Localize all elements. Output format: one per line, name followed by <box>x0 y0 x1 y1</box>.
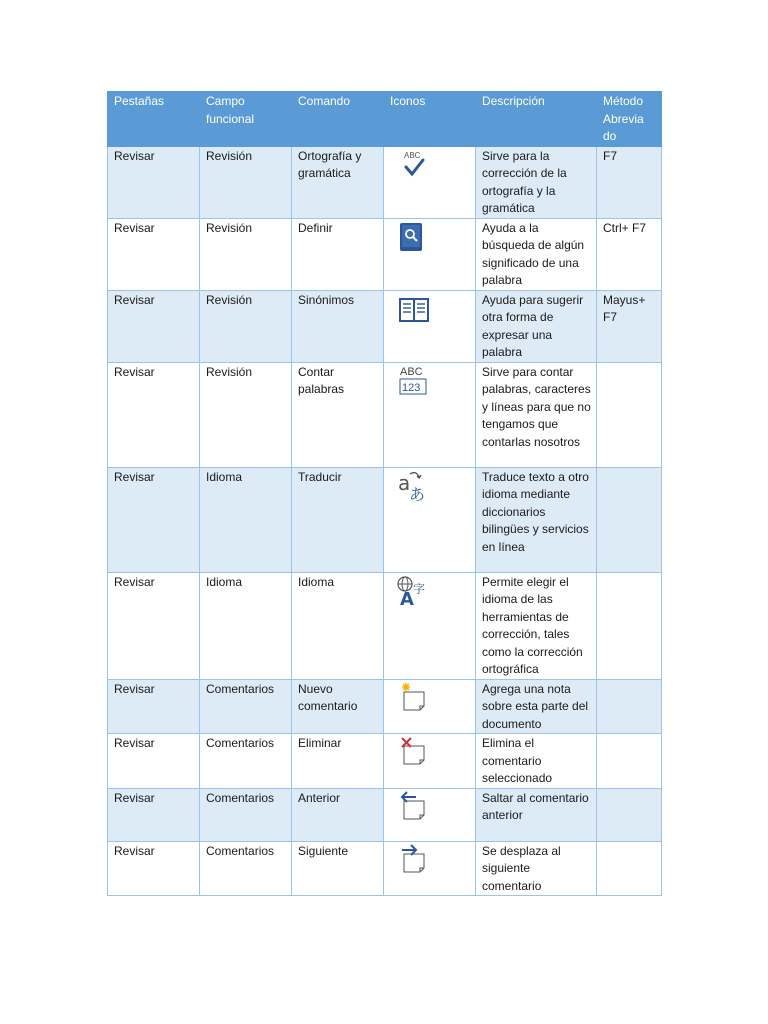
table-row <box>108 788 662 841</box>
cell-group: Comentarios <box>200 841 292 896</box>
header-descripcion: Descripción <box>476 92 597 147</box>
cell-icon <box>384 572 476 679</box>
language-globe-icon <box>390 573 442 609</box>
svg-text:A: A <box>400 588 414 609</box>
header-comando: Comando <box>292 92 384 147</box>
cell-command: Idioma <box>292 572 384 679</box>
cell-command: Anterior <box>292 788 384 841</box>
cell-group: Idioma <box>200 572 292 679</box>
cell-tab: Revisar <box>108 788 200 841</box>
svg-text:123: 123 <box>402 381 421 394</box>
table-row <box>108 572 662 679</box>
cell-group: Revisión <box>200 362 292 467</box>
table-header-row <box>108 92 662 147</box>
cell-group: Idioma <box>200 467 292 572</box>
cell-group: Revisión <box>200 146 292 218</box>
cell-command: Traducir <box>292 467 384 572</box>
cell-description: Permite elegir el idioma de las herramientas de corrección, tales como la corrección ortográfica <box>476 572 597 679</box>
next-comment-icon <box>390 842 442 878</box>
cell-icon <box>384 362 476 467</box>
cell-tab: Revisar <box>108 734 200 789</box>
cell-description: Ayuda a la búsqueda de algún significado de una palabra <box>476 218 597 290</box>
cell-tab: Revisar <box>108 146 200 218</box>
cell-shortcut <box>597 841 662 896</box>
svg-text:ABC: ABC <box>404 150 421 160</box>
cell-group: Revisión <box>200 218 292 290</box>
table-row <box>108 679 662 734</box>
cell-icon <box>384 841 476 896</box>
cell-tab: Revisar <box>108 218 200 290</box>
cell-tab: Revisar <box>108 362 200 467</box>
cell-icon <box>384 467 476 572</box>
svg-text:a: a <box>398 470 411 495</box>
cell-command: Contar palabras <box>292 362 384 467</box>
cell-shortcut <box>597 788 662 841</box>
cell-description: Agrega una nota sobre esta parte del documento <box>476 679 597 734</box>
cell-group: Revisión <box>200 290 292 362</box>
cell-group: Comentarios <box>200 734 292 789</box>
header-metodo-abreviado: Método Abrevia do <box>597 92 662 147</box>
table-row <box>108 218 662 290</box>
cell-command: Definir <box>292 218 384 290</box>
cell-shortcut <box>597 734 662 789</box>
cell-description: Elimina el comentario seleccionado <box>476 734 597 789</box>
cell-command: Sinónimos <box>292 290 384 362</box>
cell-icon <box>384 679 476 734</box>
cell-command: Nuevo comentario <box>292 679 384 734</box>
cell-group: Comentarios <box>200 679 292 734</box>
cell-description: Se desplaza al siguiente comentario <box>476 841 597 896</box>
table-row <box>108 841 662 896</box>
thesaurus-book-icon <box>390 291 442 327</box>
table-row <box>108 362 662 467</box>
cell-icon <box>384 218 476 290</box>
cell-description: Saltar al comentario anterior <box>476 788 597 841</box>
cell-shortcut: Ctrl+ F7 <box>597 218 662 290</box>
previous-comment-icon <box>390 789 442 825</box>
cell-command: Ortografía y gramática <box>292 146 384 218</box>
cell-shortcut <box>597 362 662 467</box>
svg-text:字: 字 <box>413 581 426 596</box>
word-count-icon <box>390 363 442 399</box>
cell-icon <box>384 290 476 362</box>
cell-tab: Revisar <box>108 572 200 679</box>
table-row <box>108 290 662 362</box>
define-book-search-icon <box>390 219 442 255</box>
header-iconos: Iconos <box>384 92 476 147</box>
spelling-check-icon <box>390 147 442 183</box>
delete-comment-icon <box>390 734 442 770</box>
cell-icon <box>384 146 476 218</box>
cell-tab: Revisar <box>108 467 200 572</box>
cell-command: Siguiente <box>292 841 384 896</box>
cell-command: Eliminar <box>292 734 384 789</box>
header-campo-funcional: Campo funcional <box>200 92 292 147</box>
review-commands-table <box>107 91 662 896</box>
cell-description: Ayuda para sugerir otra forma de expresar una palabra <box>476 290 597 362</box>
cell-group: Comentarios <box>200 788 292 841</box>
header-pestanas: Pestañas <box>108 92 200 147</box>
translate-icon <box>390 468 442 504</box>
cell-icon <box>384 788 476 841</box>
cell-description: Traduce texto a otro idioma mediante diccionarios bilingües y servicios en línea <box>476 467 597 572</box>
cell-icon <box>384 734 476 789</box>
cell-shortcut <box>597 679 662 734</box>
cell-shortcut: Mayus+ F7 <box>597 290 662 362</box>
cell-description: Sirve para contar palabras, caracteres y líneas para que no tengamos que contarlas nosotros <box>476 362 597 467</box>
svg-text:ABC: ABC <box>400 365 423 378</box>
cell-tab: Revisar <box>108 841 200 896</box>
cell-tab: Revisar <box>108 679 200 734</box>
cell-shortcut <box>597 572 662 679</box>
table-row <box>108 146 662 218</box>
table-row <box>108 467 662 572</box>
svg-text:あ: あ <box>409 484 426 504</box>
cell-tab: Revisar <box>108 290 200 362</box>
new-comment-icon <box>390 680 442 716</box>
cell-description: Sirve para la corrección de la ortografía y la gramática <box>476 146 597 218</box>
cell-shortcut: F7 <box>597 146 662 218</box>
table-row <box>108 734 662 789</box>
cell-shortcut <box>597 467 662 572</box>
